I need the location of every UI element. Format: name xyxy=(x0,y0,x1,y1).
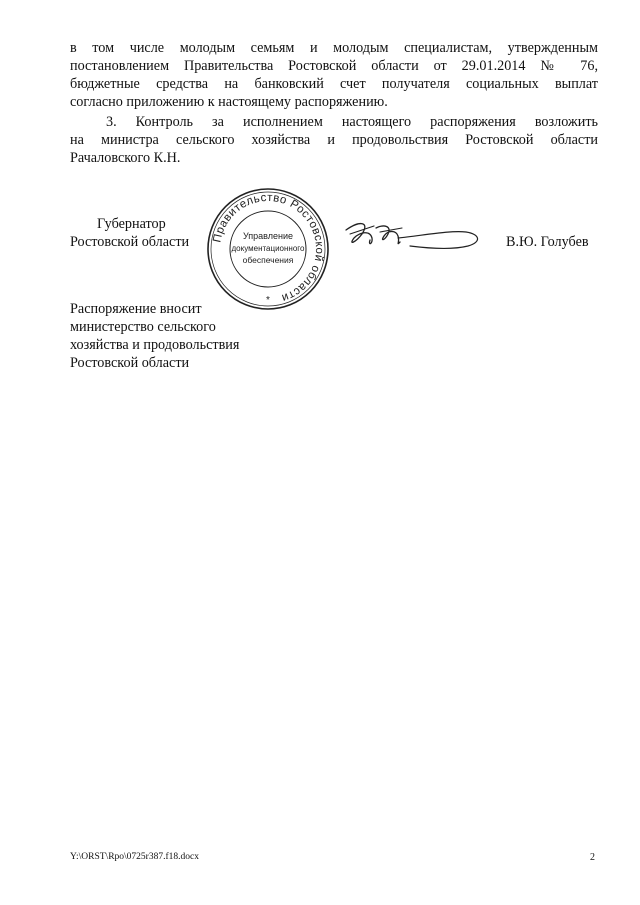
submitted-by-line: министерство сельского xyxy=(70,319,216,335)
seal-center-line: Управление xyxy=(242,231,294,241)
submitted-by-block xyxy=(70,300,239,372)
paragraph-line: 3. Контроль за исполнением настоящего распоряжения возложить xyxy=(106,114,598,130)
footer-file-path: Y:\ORST\Rpo\0725r387.f18.docx xyxy=(70,852,199,862)
official-seal-icon xyxy=(206,187,330,311)
paragraph-line: Рачаловского К.Н. xyxy=(70,150,181,166)
paragraph-funding xyxy=(70,39,598,111)
paragraph-line: постановлением Правительства Ростовской области от 29.01.2014 № 76, xyxy=(70,58,598,74)
submitted-by-line: хозяйства и продовольствия xyxy=(70,337,240,353)
signer-name: В.Ю. Голубев xyxy=(506,234,589,250)
paragraph-line: согласно приложению к настоящему распоряжению. xyxy=(70,94,388,110)
seal-center-line: документационного xyxy=(231,244,305,253)
page-number: 2 xyxy=(590,852,595,863)
submitted-by-line: Распоряжение вносит xyxy=(70,301,202,317)
seal-star: * xyxy=(266,295,270,306)
signatory-region: Ростовской области xyxy=(70,234,190,250)
paragraph-line: в том числе молодым семьям и молодым специалистам, утвержденным xyxy=(70,40,598,56)
paragraph-line: бюджетные средства на банковский счет получателя социальных выплат xyxy=(70,76,598,92)
paragraph-control xyxy=(70,113,598,167)
seal-center-line: обеспечения xyxy=(242,255,294,265)
signatory-title: Губернатор xyxy=(97,216,166,232)
handwritten-signature-icon xyxy=(340,216,490,258)
seal-ring-text: Правительство Ростовской области xyxy=(211,191,326,304)
submitted-by-line: Ростовской области xyxy=(70,355,190,371)
paragraph-line: на министра сельского хозяйства и продовольствия Ростовской области xyxy=(70,132,598,148)
